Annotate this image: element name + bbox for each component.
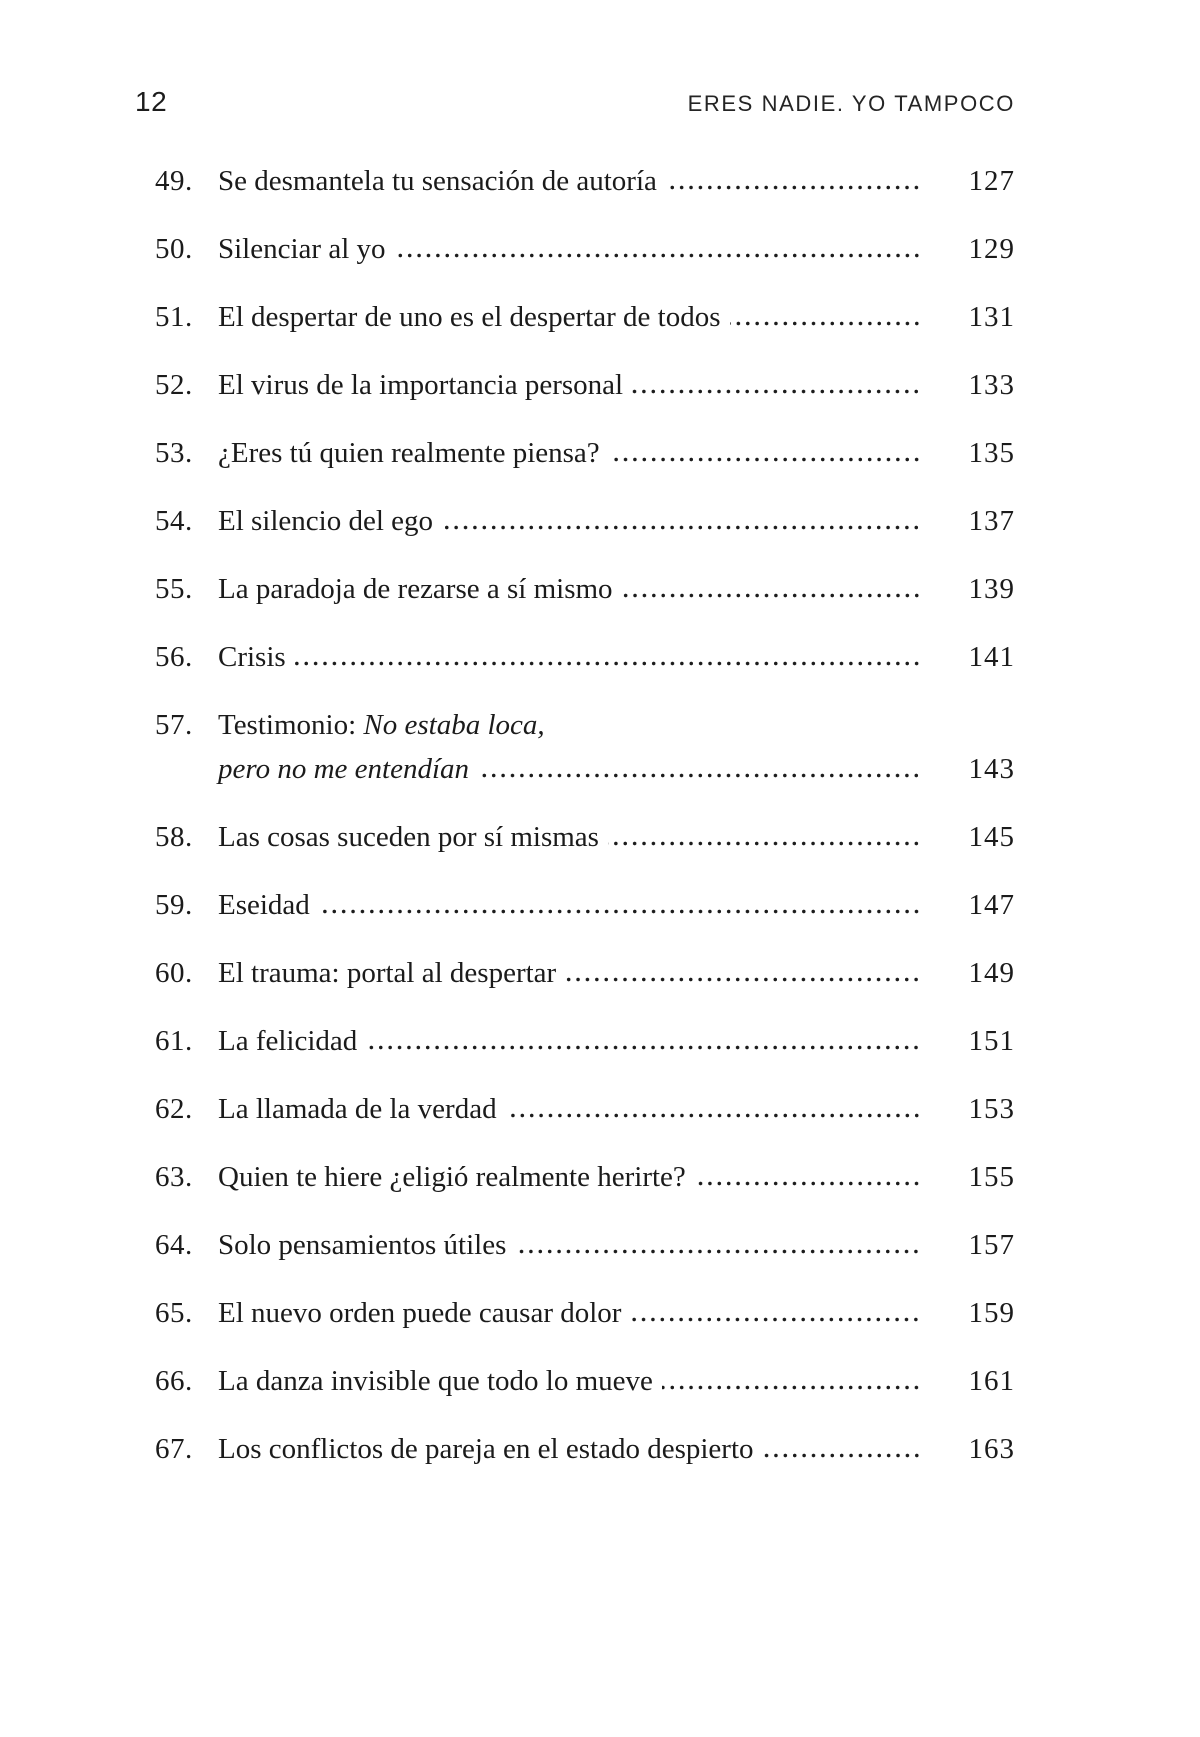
toc-entry xyxy=(155,505,1015,537)
toc-entry-title: ¿Eres tú quien realmente piensa? xyxy=(218,437,600,469)
toc-entry-page: 147 xyxy=(968,889,1015,921)
toc-entry xyxy=(155,1297,1015,1329)
dot-leader xyxy=(730,321,922,326)
dot-leader xyxy=(763,1453,922,1458)
toc-entry-title: El despertar de uno es el despertar de todos xyxy=(218,301,721,333)
toc-entry-page: 133 xyxy=(968,369,1015,401)
dot-leader xyxy=(695,1181,921,1186)
toc-entry-page: 139 xyxy=(968,573,1015,605)
toc-entry-title: La felicidad xyxy=(218,1025,358,1057)
toc-entry-number: 51. xyxy=(155,301,193,333)
toc-entry-title: El virus de la importancia personal xyxy=(218,369,624,401)
toc-entry-number: 56. xyxy=(155,641,193,673)
toc-entry-page: 143 xyxy=(968,753,1015,785)
toc-entry xyxy=(155,1025,1015,1057)
dot-leader xyxy=(366,1045,921,1050)
dot-leader xyxy=(632,389,921,394)
toc-entry xyxy=(155,709,1015,741)
toc-entry-title: Silenciar al yo xyxy=(218,233,386,265)
toc-entry-title: Solo pensamientos útiles xyxy=(218,1229,507,1261)
toc-entry-page: 135 xyxy=(968,437,1015,469)
toc-entry-title: Los conflictos de pareja en el estado despierto xyxy=(218,1433,754,1465)
toc-entry-number: 57. xyxy=(155,709,193,741)
toc-entry xyxy=(155,301,1015,333)
toc-entry-number: 54. xyxy=(155,505,193,537)
dot-leader xyxy=(506,1113,921,1118)
toc-entry-number: 60. xyxy=(155,957,193,989)
dot-leader xyxy=(295,661,921,666)
toc-entry-number: 55. xyxy=(155,573,193,605)
toc-entry-number: 64. xyxy=(155,1229,193,1261)
page-folio: 12 xyxy=(135,86,168,117)
toc-entry xyxy=(155,1229,1015,1261)
toc-entry-page: 155 xyxy=(968,1161,1015,1193)
toc-entry xyxy=(155,1365,1015,1397)
toc-entry-title: El trauma: portal al despertar xyxy=(218,957,557,989)
toc-entry-title-italic: No estaba loca, xyxy=(363,709,545,741)
toc-entry-title: El nuevo orden puede causar dolor xyxy=(218,1297,622,1329)
toc-entry-number: 58. xyxy=(155,821,193,853)
dot-leader xyxy=(395,253,921,258)
toc-entry xyxy=(155,573,1015,605)
toc-entry-number: 67. xyxy=(155,1433,193,1465)
toc-entry xyxy=(155,1161,1015,1193)
toc-entry-number: 63. xyxy=(155,1161,193,1193)
toc-entry-page: 159 xyxy=(968,1297,1015,1329)
toc-entry xyxy=(155,1093,1015,1125)
toc-entry-page: 129 xyxy=(968,233,1015,265)
toc-entry-title: La llamada de la verdad xyxy=(218,1093,497,1125)
toc-entry-page: 153 xyxy=(968,1093,1015,1125)
toc-entry-number: 66. xyxy=(155,1365,193,1397)
dot-leader xyxy=(478,773,921,778)
toc-entry xyxy=(155,369,1015,401)
toc-entry-title: Quien te hiere ¿eligió realmente herirte? xyxy=(218,1161,686,1193)
dot-leader xyxy=(622,593,921,598)
toc-entry-number: 52. xyxy=(155,369,193,401)
toc-entry xyxy=(155,821,1015,853)
toc-entry xyxy=(155,1433,1015,1465)
toc-entry xyxy=(155,957,1015,989)
toc-entry-page: 145 xyxy=(968,821,1015,853)
dot-leader xyxy=(319,909,921,914)
toc-entry-title: La danza invisible que todo lo mueve xyxy=(218,1365,653,1397)
toc-entry xyxy=(155,641,1015,673)
dot-leader xyxy=(662,1385,921,1390)
toc-entry xyxy=(155,165,1015,197)
dot-leader xyxy=(515,1249,921,1254)
toc-entry-continuation xyxy=(155,753,1015,785)
toc-entry-title: Se desmantela tu sensación de autoría xyxy=(218,165,657,197)
toc-entry-title xyxy=(218,709,545,741)
toc-entry-page: 127 xyxy=(968,165,1015,197)
toc-entry-title: Las cosas suceden por sí mismas xyxy=(218,821,599,853)
toc-entry-number: 49. xyxy=(155,165,193,197)
dot-leader xyxy=(442,525,921,530)
toc-entry-number: 53. xyxy=(155,437,193,469)
toc-entry-page: 131 xyxy=(968,301,1015,333)
toc-entry-number: 62. xyxy=(155,1093,193,1125)
toc-entry-page: 137 xyxy=(968,505,1015,537)
dot-leader xyxy=(666,185,921,190)
toc-entry-page: 141 xyxy=(968,641,1015,673)
toc-list xyxy=(135,165,1015,1465)
running-header-title: ERES NADIE. YO TAMPOCO xyxy=(687,91,1015,116)
dot-leader xyxy=(565,977,921,982)
toc-entry-number: 50. xyxy=(155,233,193,265)
toc-entry xyxy=(155,233,1015,265)
toc-entry-title: El silencio del ego xyxy=(218,505,434,537)
toc-entry-title: Eseidad xyxy=(218,889,310,921)
toc-entry-number: 61. xyxy=(155,1025,193,1057)
dot-leader xyxy=(609,457,921,462)
toc-entry xyxy=(155,889,1015,921)
toc-entry-number: 65. xyxy=(155,1297,193,1329)
toc-entry-title-roman: Testimonio: xyxy=(218,709,364,741)
toc-entry-page: 163 xyxy=(968,1433,1015,1465)
toc-entry-page: 157 xyxy=(968,1229,1015,1261)
toc-entry-page: 161 xyxy=(968,1365,1015,1397)
running-header xyxy=(135,86,1015,118)
toc-entry-page: 149 xyxy=(968,957,1015,989)
dot-leader xyxy=(608,841,921,846)
dot-leader xyxy=(630,1317,921,1322)
toc-entry-title: Crisis xyxy=(218,641,286,673)
toc-entry-number: 59. xyxy=(155,889,193,921)
toc-entry-page: 151 xyxy=(968,1025,1015,1057)
toc-entry xyxy=(155,437,1015,469)
toc-entry-title-continuation: pero no me entendían xyxy=(218,753,470,785)
toc-entry-title: La paradoja de rezarse a sí mismo xyxy=(218,573,613,605)
